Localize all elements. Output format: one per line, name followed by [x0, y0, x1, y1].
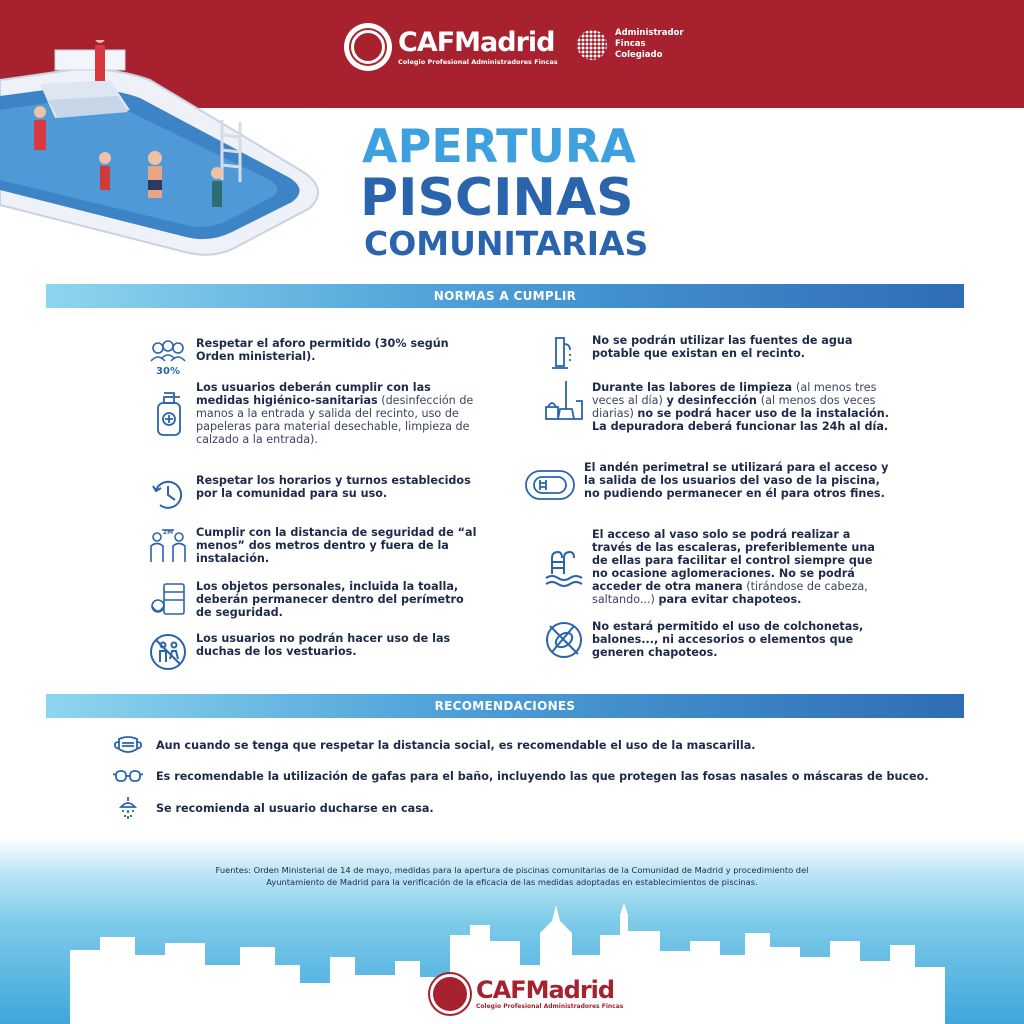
- rule-objetos: [148, 580, 478, 620]
- rule-escaleras: [544, 528, 889, 606]
- rec-text: Aun cuando se tenga que respetar la distancia social, es recomendable el uso de la mascarilla.: [156, 738, 756, 752]
- footer-brand-text: CAFMadrid: [476, 976, 615, 1004]
- rule-text: El acceso al vaso solo se podrá realizar a través de las escaleras, preferiblemente una de ellas para facilitar el control siempre que no ocasione aglomeraciones. No se podrá acceder de otra manera: [592, 528, 875, 593]
- logo-subtitle: Colegio Profesional Administradores Fincas: [398, 57, 558, 66]
- caf-seal-icon: [430, 974, 470, 1014]
- rule-anden: [524, 461, 889, 505]
- administrador-badge: [577, 28, 684, 61]
- rule-text-cleaning: Durante las labores de limpieza (al menos tres veces al día) y desinfección (al menos dos veces diarias) no se podrá hacer uso de la instalación. La depuradora deberá funcionar las 24h al día.: [592, 381, 889, 433]
- rule-text: No estará permitido el uso de colchonetas, balones..., ni accesorios o elementos que generen chapoteos.: [592, 620, 864, 659]
- clock-icon: [148, 474, 188, 514]
- admin-line-1: Administrador: [615, 28, 684, 38]
- caf-seal-icon: [344, 23, 392, 71]
- rule-text: No se podrán utilizar las fuentes de agua potable que existan en el recinto.: [592, 334, 853, 360]
- rule-limpieza: [544, 381, 889, 433]
- normas-heading: NORMAS A CUMPLIR: [46, 284, 964, 308]
- rule-text-detail: (desinfección de manos a la entrada y salida del recinto, uso de papeleras para material desechable, limpieza de calzado a la entrada).: [196, 394, 474, 446]
- footer-caf-logo: [430, 974, 623, 1014]
- rec-text: Se recomienda al usuario ducharse en casa.: [156, 801, 434, 815]
- rule-text: Los usuarios deberán cumplir con las medidas higiénico-sanitarias: [196, 381, 431, 407]
- no-floats-icon: [544, 620, 584, 660]
- admin-line-3: Colegiado: [615, 50, 663, 60]
- svg-text:30%: 30%: [156, 366, 180, 377]
- rec-gafas: [112, 764, 929, 788]
- face-mask-icon: [112, 733, 144, 757]
- rule-text: Cumplir con la distancia de seguridad de “al menos” dos metros dentro y fuera de la instalación.: [196, 526, 477, 565]
- no-showers-icon: [148, 632, 188, 672]
- rule-colchonetas: [544, 620, 889, 660]
- title-line-1: APERTURA: [362, 119, 636, 173]
- water-fountain-icon: [544, 334, 584, 374]
- sources-note: Fuentes: Orden Ministerial de 14 de mayo, medidas para la apertura de piscinas comunitarias de la Comunidad de Madrid y procedimiento del Ayuntamiento de Madrid para la verificación de la eficacia de las medidas adoptadas en establecimientos de piscinas.: [215, 865, 809, 887]
- rule-text-end: para evitar chapoteos.: [658, 593, 802, 606]
- rule-distancia: [148, 526, 478, 566]
- rule-horarios: [148, 474, 478, 514]
- rule-text: Respetar los horarios y turnos establecidos por la comunidad para su uso.: [196, 474, 471, 500]
- caf-madrid-logo: [344, 22, 558, 72]
- rule-aforo: [148, 337, 478, 377]
- footer-brand-subtitle: Colegio Profesional Administradores Fincas: [476, 1003, 624, 1010]
- page-title: [360, 119, 670, 263]
- cleaning-icon: [544, 381, 584, 421]
- rule-duchas: [148, 632, 478, 672]
- svg-text:2M: 2M: [162, 529, 174, 536]
- rule-text: Los usuarios no podrán hacer uso de las duchas de los vestuarios.: [196, 632, 451, 658]
- pool-illustration: [0, 40, 330, 270]
- rec-ducha: [112, 796, 434, 820]
- rule-fuentes: [544, 334, 889, 374]
- admin-line-2: Fincas: [615, 39, 646, 49]
- recomendaciones-heading: RECOMENDACIONES: [46, 694, 964, 718]
- rec-mascarilla: [112, 733, 756, 757]
- swim-goggles-icon: [112, 764, 144, 788]
- rule-text: Los objetos personales, incluida la toalla, deberán permanecer dentro del perímetro de seguridad.: [196, 580, 464, 619]
- pool-deck-icon: [524, 465, 576, 505]
- dotted-globe-icon: [577, 30, 607, 60]
- rule-text-detail: (tirándose de cabeza, saltando...): [592, 580, 868, 606]
- social-distance-icon: [148, 526, 188, 566]
- title-line-2: PISCINAS: [360, 168, 634, 228]
- capacity-people-icon: [148, 337, 188, 377]
- shower-icon: [112, 796, 144, 820]
- title-line-3: COMUNITARIAS: [364, 224, 649, 263]
- hand-sanitizer-icon: [148, 395, 188, 435]
- logo-brand-text: CAFMadrid: [398, 26, 555, 58]
- rec-text: Es recomendable la utilización de gafas para el baño, incluyendo las que protegen las fosas nasales o máscaras de buceo.: [156, 769, 929, 783]
- rule-text: Respetar el aforo permitido (30% según Orden ministerial).: [196, 337, 449, 363]
- personal-items-icon: [148, 580, 188, 620]
- rule-higiene: [148, 381, 478, 446]
- pool-ladder-icon: [544, 548, 584, 588]
- rule-text: El andén perimetral se utilizará para el acceso y la salida de los usuarios del vaso de la piscina, no pudiendo permanecer en él para otros fines.: [584, 461, 889, 500]
